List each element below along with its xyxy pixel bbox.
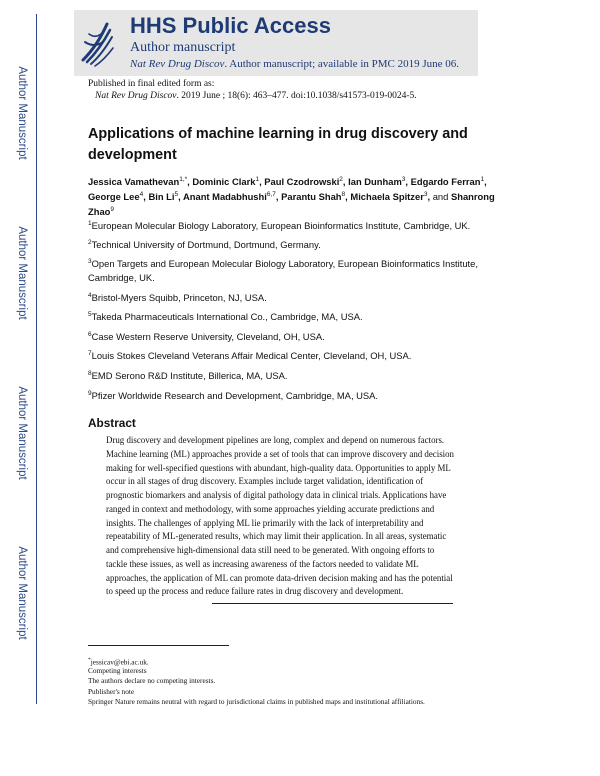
abstract-body — [106, 434, 490, 599]
author: Shanrong Zhao$^9$ — [88, 190, 495, 217]
affiliation: $^4$Bristol-Myers Squibb, Princeton, NJ, USA. — [88, 292, 267, 303]
citation: Nat Rev Drug Discov. 2019 June ; 18(6): 463–477. doi:10.1038/s41573-019-0024-5. — [95, 91, 417, 101]
abstract-line: insights. The challenges of applying ML lie primarily with the lack of interpretability and — [106, 517, 424, 528]
sidebar-rule — [36, 14, 37, 704]
author: George Lee$^4$ — [88, 190, 144, 202]
abstract-line: and comprehensive high-dimensional data still need to be generated. With ongoing efforts to — [106, 545, 435, 555]
sidebar-label: Author Manuscript — [16, 386, 28, 480]
corresponding-email: *jessicav@ebi.ac.uk. — [88, 657, 149, 667]
abstract-line: to speed up the process and reduce failure rates in drug discovery and development. — [106, 586, 404, 597]
affiliation: $^9$Pfizer Worldwide Research and Development, Cambridge, MA, USA. — [88, 390, 379, 401]
author: Anant Madabhushi$^{6,7}$ — [182, 190, 276, 202]
abstract-line: Machine learning (ML) approaches provide a set of tools that can improve discovery and decision — [106, 448, 454, 459]
author: Edgardo Ferran$^1$ — [410, 176, 485, 187]
publishers-note-heading: Publisher's note — [88, 687, 135, 696]
competing-interests-text: The authors declare no competing interests. — [88, 676, 216, 685]
author: Ian Dunham$^3$ — [348, 176, 406, 187]
published-label: Published in final edited form as: — [88, 79, 215, 89]
author: Parantu Shah$^8$ — [281, 190, 346, 202]
abstract-line: approaches, the application of ML can promote data-driven decision making and has the potential — [106, 572, 453, 583]
header-title: HHS Public Access — [130, 13, 331, 38]
sidebar-label: Author Manuscript — [16, 546, 28, 640]
abstract-line: ranged in context and methodology, with some approaches yielding accurate predictions and — [106, 503, 435, 514]
abstract-line: repeatability of ML-generated results, which may limit their application. In all areas, systematic — [106, 531, 447, 542]
affiliation: $^5$Takeda Pharmaceuticals International Co., Cambridge, MA, USA. — [88, 311, 363, 322]
sidebar-label: Author Manuscript — [16, 226, 28, 320]
publishers-note-text: Springer Nature remains neutral with regard to jurisdictional claims in published maps and institutional affiliations. — [88, 697, 425, 706]
affiliation: $^3$Open Targets and European Molecular Biology Laboratory, European Bioinformatics Institute, Cambridge, UK. — [88, 258, 478, 283]
sidebar-label: Author Manuscript — [16, 66, 28, 160]
affiliation: $^1$European Molecular Biology Laboratory, European Bioinformatics Institute, Cambridge, UK. — [88, 220, 471, 231]
hhs-header — [74, 10, 478, 76]
abstract-line: making for well-specified questions with abundant, high-quality data. Opportunities to apply ML — [106, 462, 451, 473]
abstract-line: occur in all stages of drug discovery. Examples include target validation, identification of — [106, 476, 424, 487]
footnote-divider — [88, 645, 229, 646]
hhs-eagle-logo-icon — [77, 12, 117, 70]
abstract-divider — [212, 603, 453, 604]
header-subtitle: Author manuscript — [130, 40, 236, 55]
author: Michaela Spitzer$^3$ — [350, 190, 428, 202]
affiliation: $^2$Technical University of Dortmund, Dortmund, Germany. — [88, 239, 321, 250]
abstract-line: prognostic biomarkers and analysis of digital pathology data in clinical trials. Applications have — [106, 490, 447, 500]
affiliation: $^7$Louis Stokes Cleveland Veterans Affair Medical Center, Cleveland, OH, USA. — [88, 350, 412, 361]
author-list: Jessica Vamathevan$^{1,*}$, Dominic Clark$^1$, Paul Czodrowski$^2$, Ian Dunham$^3$, Edgardo Ferran$^1$, George Lee$^4$, Bin Li$^5$, Anant Madabhushi$^{6,7}$, Parantu Shah$^8$, Michaela Spitzer$^3$, and Shanrong Zhao$^9$ — [88, 176, 495, 217]
affiliation: $^6$Case Western Reserve University, Cleveland, OH, USA. — [88, 331, 325, 342]
author: Bin Li$^5$ — [148, 190, 179, 202]
author: Dominic Clark$^1$ — [192, 176, 260, 187]
author-manuscript-sidebar — [0, 0, 44, 776]
paper-title: Applications of machine learning in drug discovery and development — [88, 126, 468, 163]
abstract-line: Drug discovery and development pipelines are long, complex and depend on numerous factors. — [106, 435, 445, 445]
author: Jessica Vamathevan$^{1,*}$ — [88, 176, 188, 187]
author: Paul Czodrowski$^2$ — [264, 176, 343, 187]
competing-interests-heading: Competing interests — [88, 666, 147, 675]
affiliation: $^8$EMD Serono R&D Institute, Billerica, MA, USA. — [88, 370, 288, 381]
abstract-line: tackle these issues, as well as increasing awareness of the factors needed to validate ML — [106, 558, 419, 569]
abstract-heading: Abstract — [88, 416, 136, 430]
header-availability-note: Nat Rev Drug Discov. Author manuscript; available in PMC 2019 June 06. — [130, 58, 460, 70]
